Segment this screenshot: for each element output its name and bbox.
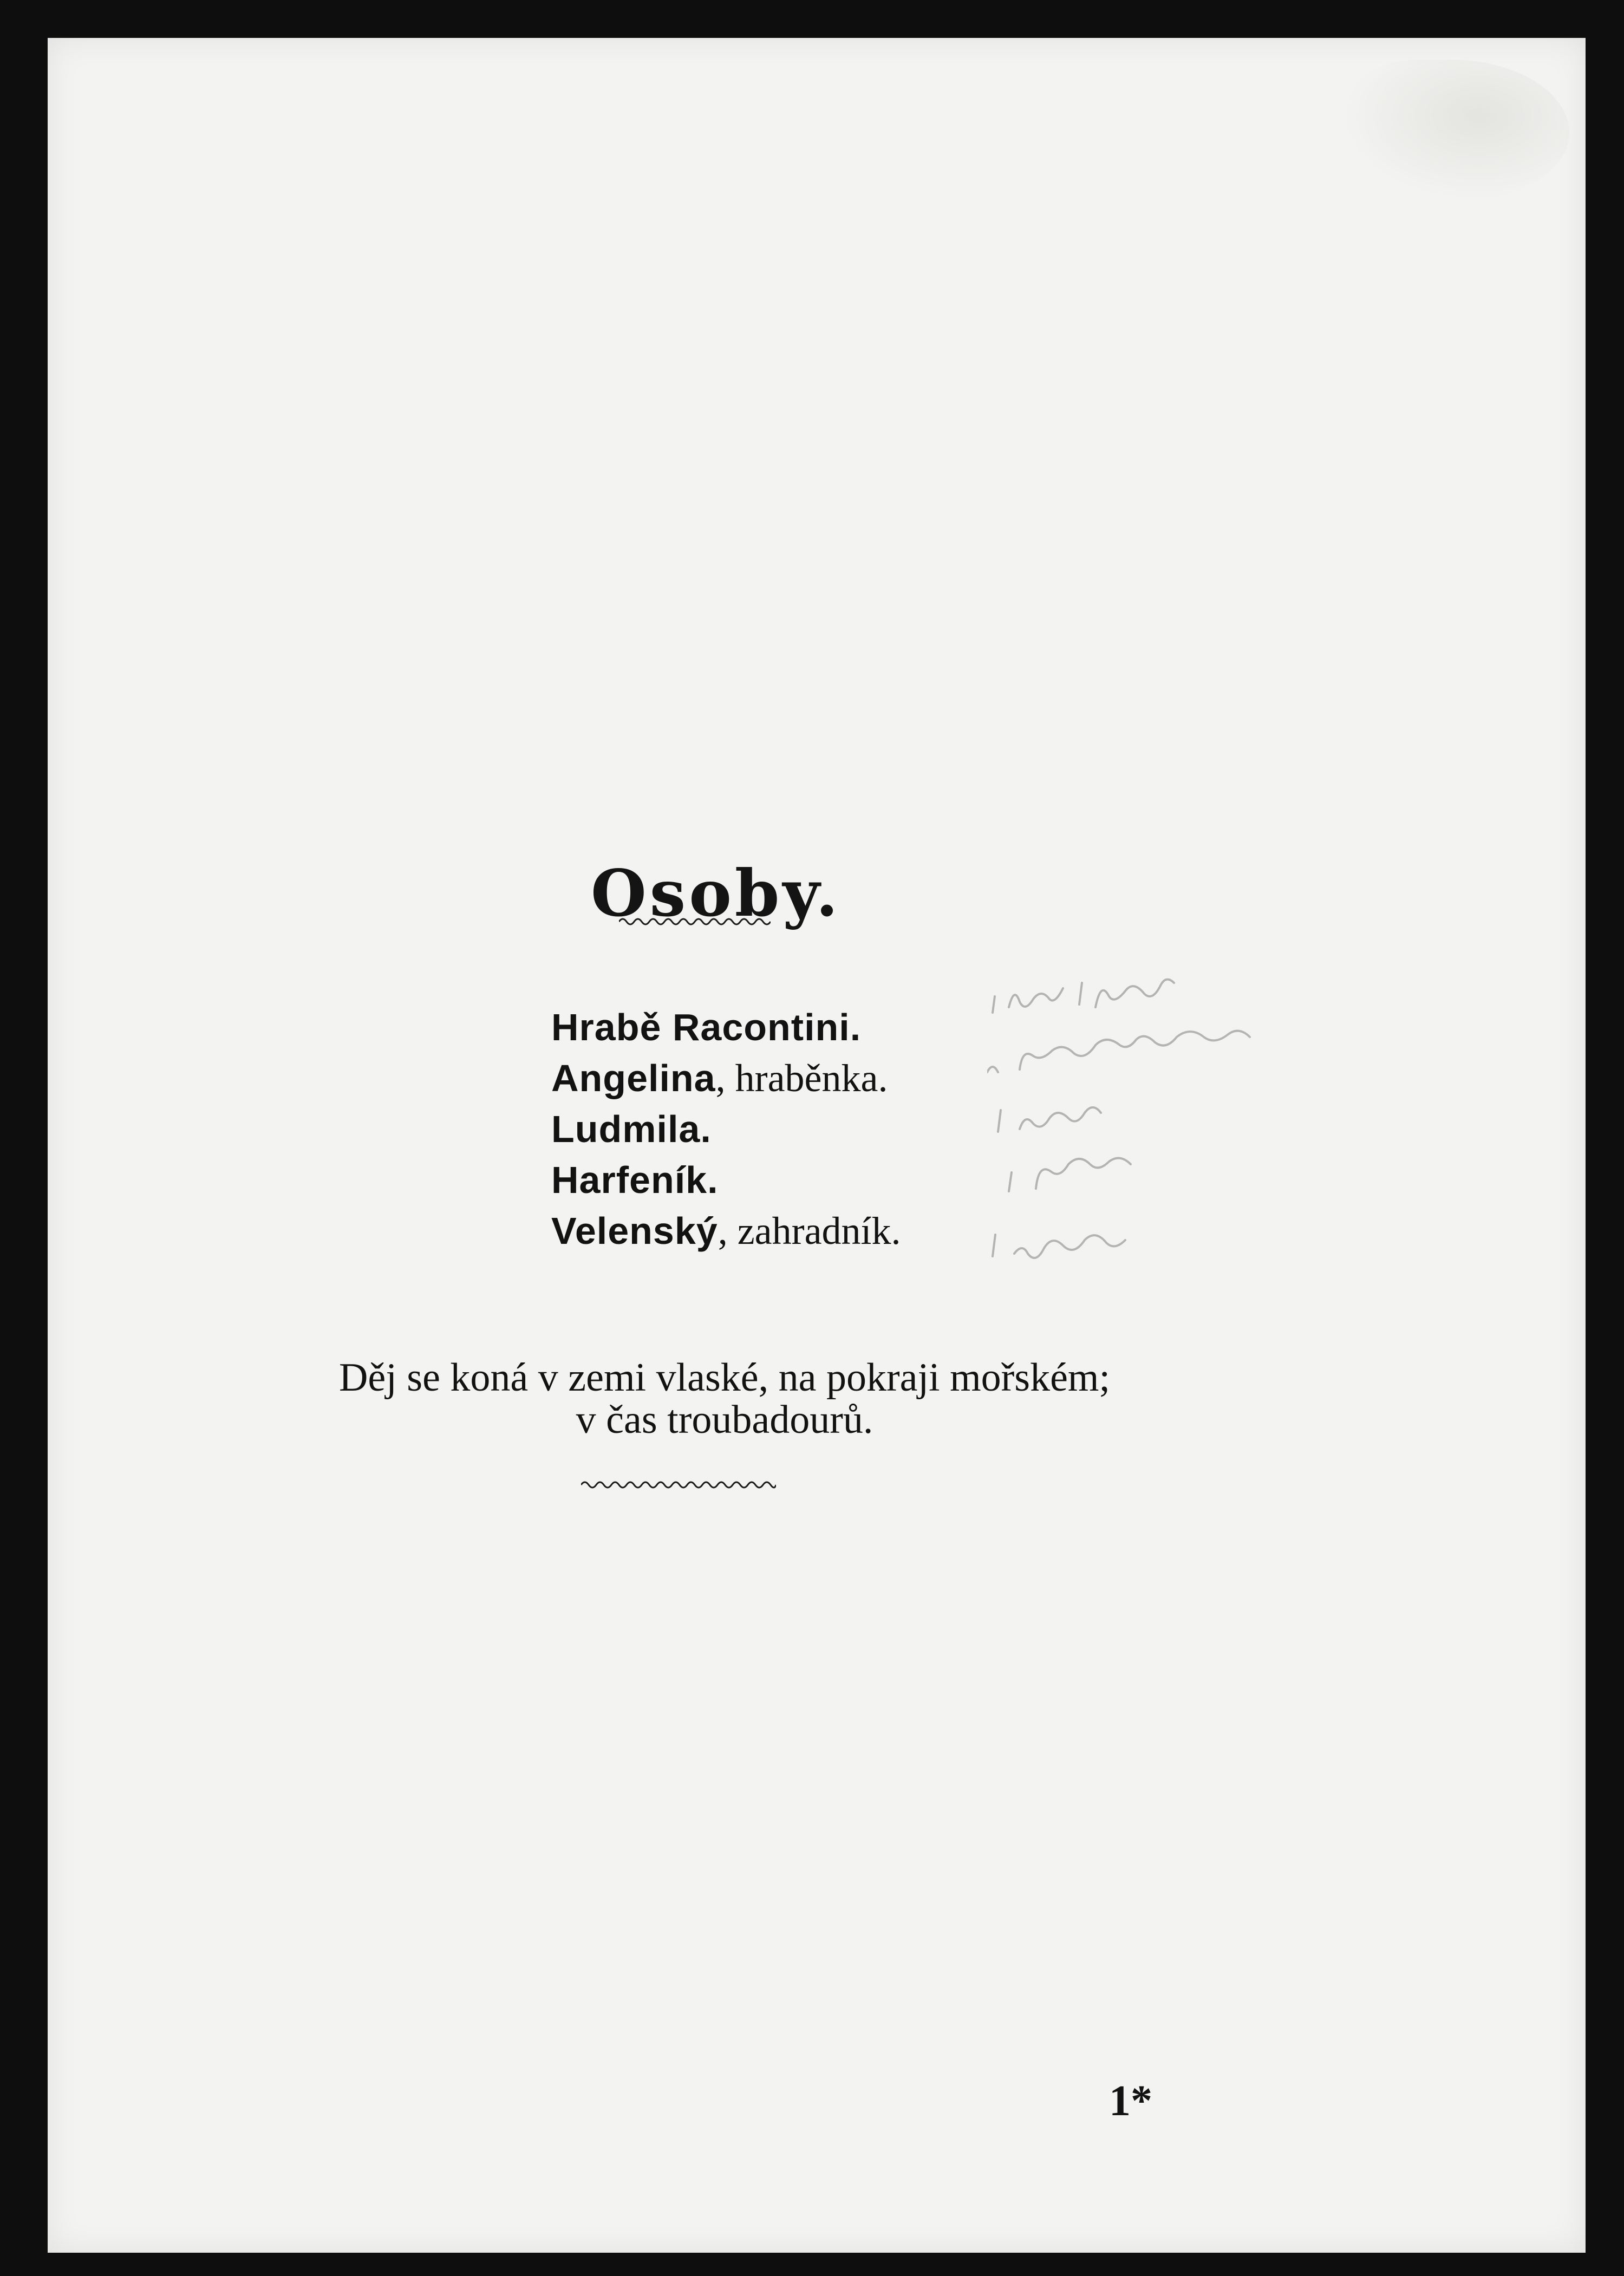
cast-entry xyxy=(551,1155,901,1205)
page-title: Osoby. xyxy=(591,856,842,931)
cast-role: , zahradník. xyxy=(718,1209,901,1253)
cast-name: Velenský xyxy=(551,1210,718,1252)
setting-line: v čas troubadourů. xyxy=(576,1398,873,1442)
setting-line: Děj se koná v zemi vlaské, na pokraji mořském; xyxy=(338,1355,1111,1400)
book-page xyxy=(48,38,1586,2253)
cast-entry xyxy=(551,1205,901,1256)
cast-name: Ludmila. xyxy=(551,1108,712,1150)
cast-name: Hrabě Racontini. xyxy=(551,1006,862,1048)
setting-note xyxy=(210,1357,1239,1441)
cast-entry xyxy=(551,1104,901,1155)
page-number: 1* xyxy=(1109,2077,1152,2125)
cast-list xyxy=(551,1002,901,1256)
cast-role: , hraběnka. xyxy=(715,1057,888,1100)
pencil-annotations xyxy=(987,975,1529,1300)
water-stain xyxy=(1342,60,1569,200)
cast-name: Harfeník. xyxy=(551,1159,719,1201)
cast-name: Angelina xyxy=(551,1057,716,1099)
cast-entry xyxy=(551,1053,901,1104)
title-ornament xyxy=(619,915,771,928)
cast-entry xyxy=(551,1002,901,1053)
section-ornament xyxy=(581,1478,776,1491)
